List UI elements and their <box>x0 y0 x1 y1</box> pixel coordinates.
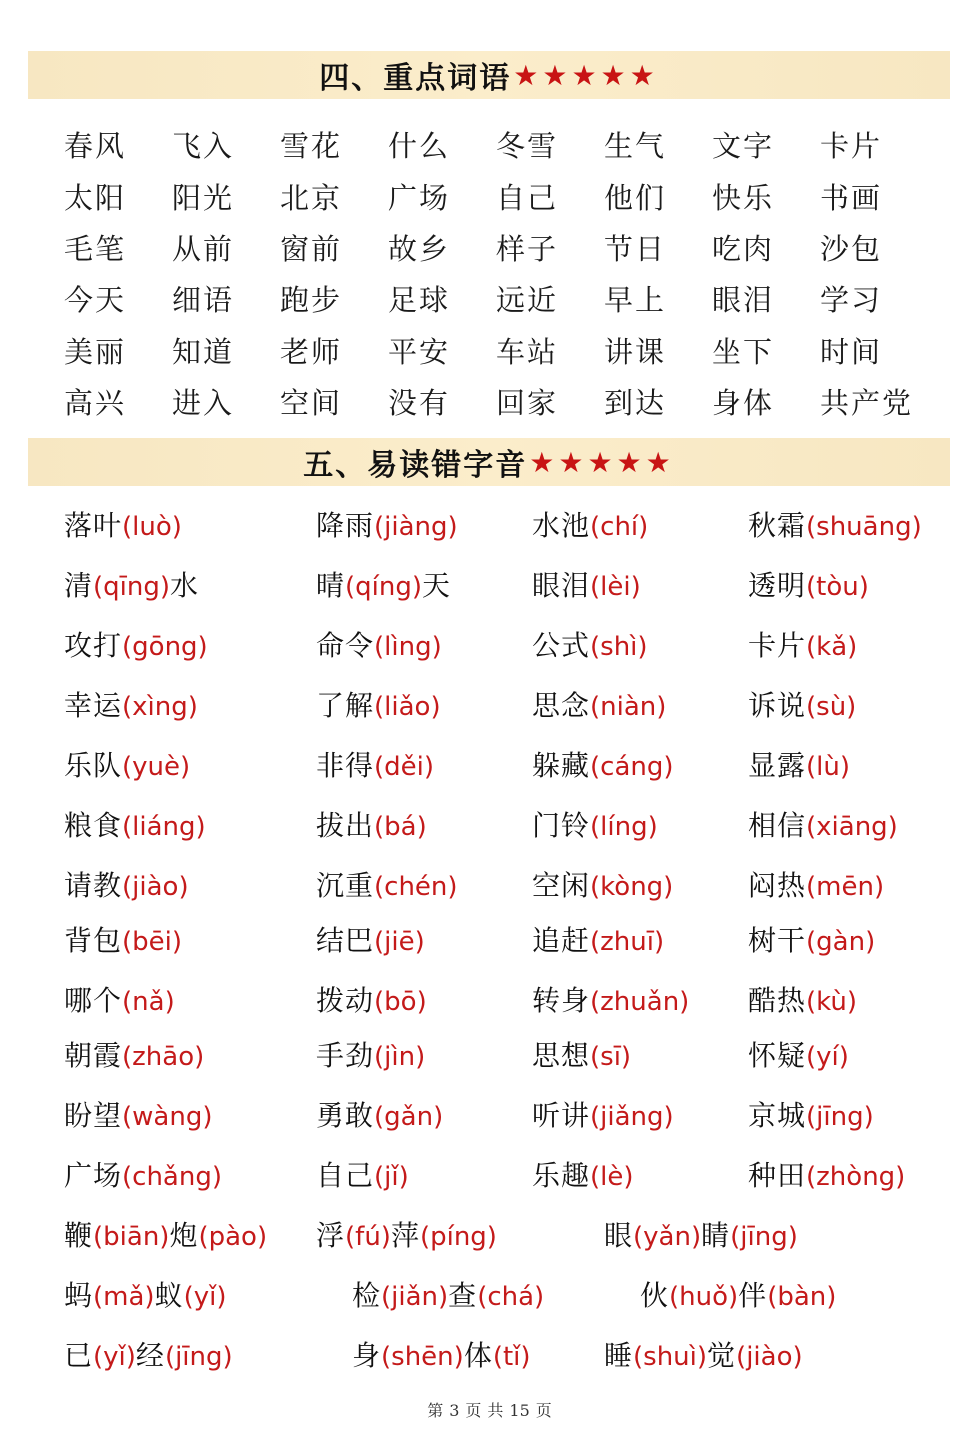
pinyin: (yǐ) <box>183 1282 227 1312</box>
pron-item <box>316 1151 409 1202</box>
section-4-title: 四、重点词语 <box>319 61 512 96</box>
footer-text: 第 <box>427 1401 444 1420</box>
pinyin: (jìn) <box>374 1042 426 1072</box>
pron-pair-item <box>64 1331 233 1382</box>
pinyin: (jīng) <box>164 1342 233 1372</box>
hanzi: 落叶 <box>64 509 123 542</box>
hanzi: 炮 <box>169 1219 199 1252</box>
pron-pair-item <box>316 1211 497 1262</box>
hanzi: 萍 <box>390 1219 420 1252</box>
hanzi: 请教 <box>64 869 123 902</box>
pinyin: (děi) <box>374 752 435 782</box>
hanzi: 蚁 <box>154 1279 184 1312</box>
hanzi: 伙 <box>640 1279 670 1312</box>
pinyin: (kòng) <box>590 872 674 902</box>
pron-row <box>64 916 964 966</box>
pron-row <box>64 1031 964 1081</box>
pron-item <box>748 681 856 732</box>
vocab-word: 远近 <box>496 283 559 318</box>
star-rating-icon: ★★★★★ <box>513 58 659 92</box>
vocab-word: 足球 <box>388 283 451 318</box>
pron-item <box>748 621 857 672</box>
pron-item <box>748 1151 905 1202</box>
pinyin: (jiàng) <box>374 512 458 542</box>
vocab-word: 阳光 <box>172 180 235 215</box>
pron-item <box>316 561 451 612</box>
pron-item <box>532 621 648 672</box>
pinyin: (nǎ) <box>122 987 175 1017</box>
hanzi: 幸运 <box>64 689 123 722</box>
pron-row <box>64 976 964 1026</box>
pinyin: (bàn) <box>767 1282 837 1312</box>
vocab-word: 早上 <box>604 283 667 318</box>
pron-row <box>64 861 964 911</box>
pron-item <box>748 561 869 612</box>
hanzi: 天 <box>422 569 452 602</box>
section-5-title: 五、易读错字音 <box>303 448 528 483</box>
hanzi: 已 <box>64 1339 94 1372</box>
pinyin: (niàn) <box>590 692 667 722</box>
vocab-word: 飞入 <box>172 129 235 164</box>
vocab-row <box>64 222 944 273</box>
pron-row <box>64 801 964 851</box>
pron-row <box>64 1091 964 1141</box>
hanzi: 公式 <box>532 629 591 662</box>
hanzi: 秋霜 <box>748 509 807 542</box>
pron-item <box>532 1151 634 1202</box>
pinyin: (chén) <box>374 872 458 902</box>
pron-row <box>64 681 964 731</box>
pinyin: (jīng) <box>730 1222 798 1252</box>
pron-item <box>64 621 208 672</box>
pinyin: (zhāo) <box>122 1042 205 1072</box>
section-5-banner <box>28 438 950 486</box>
pron-item <box>748 1091 874 1142</box>
hanzi: 眼泪 <box>532 569 591 602</box>
hanzi: 思念 <box>532 689 591 722</box>
pinyin: (huǒ) <box>669 1282 739 1312</box>
hanzi: 转身 <box>532 984 591 1017</box>
vocab-word: 北京 <box>280 180 343 215</box>
vocab-word: 太阳 <box>64 180 127 215</box>
pron-item <box>748 501 922 552</box>
pinyin: (lè) <box>590 1162 634 1192</box>
vocab-word: 讲课 <box>604 334 667 369</box>
pron-item <box>316 1031 425 1082</box>
footer-text: 共 <box>487 1401 504 1420</box>
pron-item <box>532 861 673 912</box>
hanzi: 酷热 <box>748 984 807 1017</box>
vocab-word: 他们 <box>604 180 667 215</box>
pron-item <box>532 916 664 967</box>
pron-item <box>316 741 434 792</box>
pron-item <box>748 741 850 792</box>
hanzi: 水池 <box>532 509 591 542</box>
vocab-word: 老师 <box>280 334 343 369</box>
pron-item <box>532 681 666 732</box>
pron-item <box>532 1091 674 1142</box>
pron-item <box>64 801 206 852</box>
pinyin: (chǎng) <box>122 1162 222 1192</box>
vocab-word: 样子 <box>496 231 559 266</box>
footer-text: 页 <box>535 1401 552 1420</box>
vocab-word: 沙包 <box>820 231 883 266</box>
hanzi: 卡片 <box>748 629 807 662</box>
pron-item <box>64 1091 212 1142</box>
vocab-word: 到达 <box>604 386 667 421</box>
pron-item <box>316 801 427 852</box>
vocab-word: 进入 <box>172 386 235 421</box>
pinyin: (bō) <box>374 987 427 1017</box>
pron-pair-item <box>604 1211 798 1262</box>
hanzi: 清 <box>64 569 94 602</box>
vocab-word: 身体 <box>712 386 775 421</box>
hanzi: 命令 <box>316 629 375 662</box>
hanzi: 思想 <box>532 1039 591 1072</box>
hanzi: 降雨 <box>316 509 375 542</box>
pinyin: (bá) <box>374 812 427 842</box>
pron-item <box>748 976 857 1027</box>
pinyin: (mēn) <box>806 872 885 902</box>
pron-item <box>316 916 425 967</box>
hanzi: 蚂 <box>64 1279 94 1312</box>
pron-pair-row <box>64 1271 964 1321</box>
pron-pair-item <box>352 1271 544 1322</box>
pinyin: (jiē) <box>374 927 425 957</box>
hanzi: 透明 <box>748 569 807 602</box>
vocab-word: 从前 <box>172 231 235 266</box>
pron-item <box>532 976 689 1027</box>
pron-item <box>64 501 182 552</box>
star-rating-icon: ★★★★★ <box>529 445 675 479</box>
hanzi: 睛 <box>701 1219 731 1252</box>
hanzi: 水 <box>170 569 200 602</box>
footer-text: 页 <box>465 1401 482 1420</box>
pinyin: (liáng) <box>122 812 206 842</box>
pron-item <box>64 741 190 792</box>
pron-item <box>316 976 427 1027</box>
hanzi: 身 <box>352 1339 382 1372</box>
pinyin: (tǐ) <box>492 1342 531 1372</box>
vocab-word: 毛笔 <box>64 231 127 266</box>
hanzi: 听讲 <box>532 1099 591 1132</box>
hanzi: 手劲 <box>316 1039 375 1072</box>
vocab-word: 春风 <box>64 129 127 164</box>
hanzi: 眼 <box>604 1219 634 1252</box>
hanzi: 乐趣 <box>532 1159 591 1192</box>
pinyin: (shēn) <box>381 1342 464 1372</box>
pinyin: (bēi) <box>122 927 183 957</box>
vocab-word: 窗前 <box>280 231 343 266</box>
hanzi: 盼望 <box>64 1099 123 1132</box>
pron-item <box>64 561 199 612</box>
hanzi: 粮食 <box>64 809 123 842</box>
hanzi: 广场 <box>64 1159 123 1192</box>
vocab-word: 卡片 <box>820 129 883 164</box>
pinyin: (zhuī) <box>590 927 665 957</box>
pron-item <box>532 501 648 552</box>
pinyin: (yǐ) <box>93 1342 136 1372</box>
hanzi: 树干 <box>748 924 807 957</box>
pron-item <box>316 501 458 552</box>
vocab-word: 美丽 <box>64 334 127 369</box>
vocab-word: 自己 <box>496 180 559 215</box>
pron-item <box>64 976 175 1027</box>
pinyin: (lèi) <box>590 572 641 602</box>
pinyin: (chá) <box>477 1282 545 1312</box>
hanzi: 闷热 <box>748 869 807 902</box>
hanzi: 朝霞 <box>64 1039 123 1072</box>
hanzi: 相信 <box>748 809 807 842</box>
pinyin: (biān) <box>93 1222 170 1252</box>
pron-pair-row <box>64 1331 964 1381</box>
vocab-word: 空间 <box>280 386 343 421</box>
pinyin: (kǎ) <box>806 632 858 662</box>
pinyin: (qīng) <box>93 572 171 602</box>
pinyin: (jiào) <box>122 872 189 902</box>
page-total: 15 <box>509 1401 530 1420</box>
pron-item <box>316 681 441 732</box>
vocab-word: 车站 <box>496 334 559 369</box>
vocab-word: 跑步 <box>280 283 343 318</box>
pinyin: (yǎn) <box>633 1222 702 1252</box>
vocab-word: 什么 <box>388 129 451 164</box>
pron-item <box>748 861 884 912</box>
vocab-word: 快乐 <box>712 180 775 215</box>
vocab-word: 文字 <box>712 129 775 164</box>
vocab-word: 坐下 <box>712 334 775 369</box>
pinyin: (yuè) <box>122 752 191 782</box>
pinyin: (jiǎn) <box>381 1282 449 1312</box>
vocab-word: 冬雪 <box>496 129 559 164</box>
pinyin: (wàng) <box>122 1102 213 1132</box>
pron-item <box>64 681 198 732</box>
pron-item <box>532 801 658 852</box>
hanzi: 晴 <box>316 569 346 602</box>
vocab-word: 回家 <box>496 386 559 421</box>
hanzi: 门铃 <box>532 809 591 842</box>
hanzi: 背包 <box>64 924 123 957</box>
pinyin: (lìng) <box>374 632 442 662</box>
hanzi: 京城 <box>748 1099 807 1132</box>
pron-item <box>64 861 189 912</box>
pinyin: (lù) <box>806 752 851 782</box>
pron-pair-item <box>352 1331 531 1382</box>
hanzi: 浮 <box>316 1219 346 1252</box>
pron-pair-item <box>604 1331 803 1382</box>
pron-item <box>532 561 641 612</box>
hanzi: 体 <box>463 1339 493 1372</box>
pinyin: (píng) <box>419 1222 497 1252</box>
pron-item <box>748 801 898 852</box>
pinyin: (zhuǎn) <box>590 987 690 1017</box>
hanzi: 结巴 <box>316 924 375 957</box>
vocab-word: 细语 <box>172 283 235 318</box>
pinyin: (yí) <box>806 1042 849 1072</box>
vocab-word: 故乡 <box>388 231 451 266</box>
key-words-grid <box>64 119 944 427</box>
pinyin: (mǎ) <box>93 1282 155 1312</box>
pron-item <box>532 741 674 792</box>
hanzi: 非得 <box>316 749 375 782</box>
hanzi: 觉 <box>707 1339 737 1372</box>
hanzi: 查 <box>448 1279 478 1312</box>
pron-pair-item <box>640 1271 836 1322</box>
pinyin: (jiào) <box>736 1342 803 1372</box>
pron-item <box>316 621 442 672</box>
hanzi: 哪个 <box>64 984 123 1017</box>
pron-row <box>64 1151 964 1201</box>
vocab-word: 时间 <box>820 334 883 369</box>
pinyin: (shuāng) <box>806 512 922 542</box>
hanzi: 诉说 <box>748 689 807 722</box>
pron-row <box>64 621 964 671</box>
pinyin: (shuì) <box>633 1342 708 1372</box>
hanzi: 勇敢 <box>316 1099 375 1132</box>
pinyin: (chí) <box>590 512 649 542</box>
pinyin: (luò) <box>122 512 182 542</box>
section-4-banner <box>28 51 950 99</box>
pinyin: (tòu) <box>806 572 869 602</box>
pron-item <box>64 1151 222 1202</box>
vocab-word: 知道 <box>172 334 235 369</box>
pron-item <box>748 1031 849 1082</box>
pinyin: (qíng) <box>345 572 423 602</box>
pinyin: (gàn) <box>806 927 876 957</box>
hanzi: 空闲 <box>532 869 591 902</box>
hanzi: 追赶 <box>532 924 591 957</box>
vocab-word: 今天 <box>64 283 127 318</box>
pron-row <box>64 561 964 611</box>
pinyin: (sù) <box>806 692 857 722</box>
pinyin: (gǎn) <box>374 1102 444 1132</box>
vocab-word: 学习 <box>820 283 883 318</box>
vocab-word: 吃肉 <box>712 231 775 266</box>
vocab-row <box>64 273 944 324</box>
vocab-word: 眼泪 <box>712 283 775 318</box>
pron-item <box>748 916 875 967</box>
vocab-word: 共产党 <box>820 386 914 421</box>
hanzi: 拨动 <box>316 984 375 1017</box>
pinyin: (líng) <box>590 812 658 842</box>
hanzi: 睡 <box>604 1339 634 1372</box>
pron-pair-row <box>64 1211 964 1261</box>
pinyin: (xiāng) <box>806 812 898 842</box>
pinyin: (kù) <box>806 987 858 1017</box>
hanzi: 经 <box>135 1339 165 1372</box>
vocab-word: 没有 <box>388 386 451 421</box>
hanzi: 伴 <box>738 1279 768 1312</box>
vocab-row <box>64 376 944 427</box>
pinyin: (shì) <box>590 632 648 662</box>
vocab-word: 书画 <box>820 180 883 215</box>
pinyin: (liǎo) <box>374 692 441 722</box>
pinyin: (fú) <box>345 1222 391 1252</box>
pinyin: (jīng) <box>806 1102 874 1132</box>
hanzi: 检 <box>352 1279 382 1312</box>
pron-pair-item <box>64 1271 226 1322</box>
vocab-word: 高兴 <box>64 386 127 421</box>
pron-item <box>316 861 458 912</box>
vocab-word: 广场 <box>388 180 451 215</box>
page-footer <box>0 1398 979 1421</box>
vocab-word: 雪花 <box>280 129 343 164</box>
hanzi: 自己 <box>316 1159 375 1192</box>
hanzi: 攻打 <box>64 629 123 662</box>
pinyin: (gōng) <box>122 632 208 662</box>
pinyin: (jiǎng) <box>590 1102 674 1132</box>
hanzi: 种田 <box>748 1159 807 1192</box>
hanzi: 拔出 <box>316 809 375 842</box>
vocab-word: 平安 <box>388 334 451 369</box>
hanzi: 乐队 <box>64 749 123 782</box>
hanzi: 怀疑 <box>748 1039 807 1072</box>
hanzi: 鞭 <box>64 1219 94 1252</box>
pron-row <box>64 501 964 551</box>
page-number: 3 <box>449 1401 460 1420</box>
pinyin: (pào) <box>198 1222 268 1252</box>
hanzi: 躲藏 <box>532 749 591 782</box>
pron-row <box>64 741 964 791</box>
pron-item <box>64 1031 204 1082</box>
vocab-word: 节日 <box>604 231 667 266</box>
hanzi: 沉重 <box>316 869 375 902</box>
hanzi: 了解 <box>316 689 375 722</box>
pinyin: (xìng) <box>122 692 198 722</box>
vocab-row <box>64 119 944 170</box>
pron-item <box>532 1031 631 1082</box>
vocab-row <box>64 170 944 221</box>
hanzi: 显露 <box>748 749 807 782</box>
pron-item <box>64 916 182 967</box>
vocab-row <box>64 325 944 376</box>
pron-item <box>316 1091 443 1142</box>
vocab-word: 生气 <box>604 129 667 164</box>
pinyin: (jǐ) <box>374 1162 409 1192</box>
pinyin: (sī) <box>590 1042 632 1072</box>
pron-pair-item <box>64 1211 267 1262</box>
pinyin: (cáng) <box>590 752 674 782</box>
pinyin: (zhòng) <box>806 1162 906 1192</box>
